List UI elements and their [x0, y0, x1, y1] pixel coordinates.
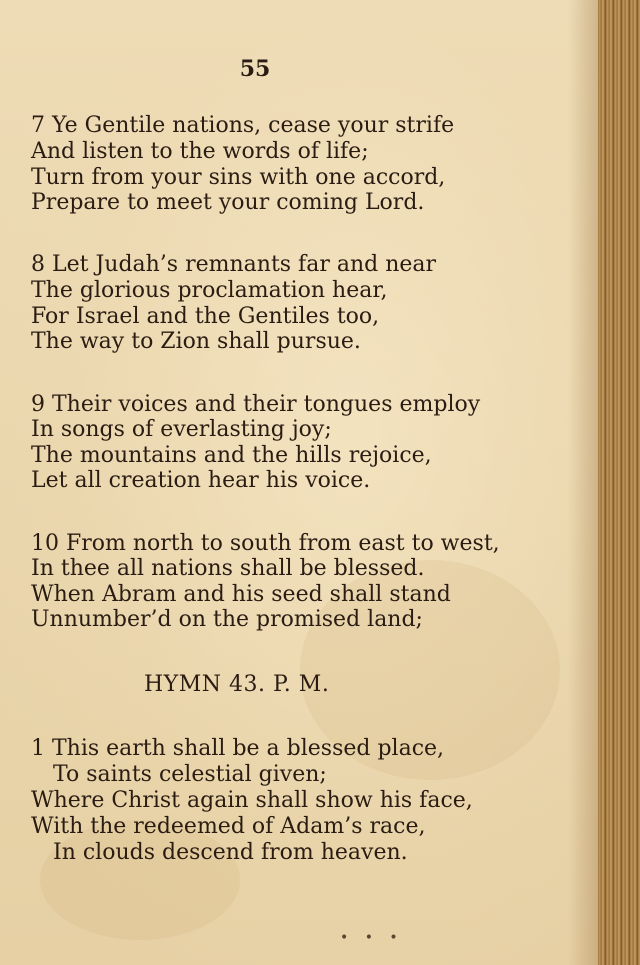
verse-line: In thee all nations shall be blessed.	[31, 556, 425, 581]
verse-line: Turn from your sins with one accord,	[31, 165, 446, 190]
verse-line: And listen to the words of life;	[31, 139, 369, 164]
ornament-dots: • • •	[340, 930, 404, 946]
verse-line: Where Christ again shall show his face,	[31, 788, 473, 813]
verse-line: Let all creation hear his voice.	[31, 468, 371, 493]
verse-line: 8 Let Judah’s remnants far and near	[31, 252, 437, 277]
verse-line: To saints celestial given;	[53, 762, 327, 787]
verse-line: Unnumber’d on the promised land;	[31, 607, 423, 632]
hymn-title: HYMN 43. P. M.	[144, 672, 330, 697]
verse-line: For Israel and the Gentiles too,	[31, 304, 380, 329]
verse-line: When Abram and his seed shall stand	[31, 582, 451, 607]
book-edge	[598, 0, 640, 965]
verse-line: The way to Zion shall pursue.	[31, 329, 361, 354]
verse-line: The glorious proclamation hear,	[31, 278, 388, 303]
verse-line: 10 From north to south from east to west,	[31, 531, 500, 556]
verse-line: 1 This earth shall be a blessed place,	[31, 736, 445, 761]
verse-line: The mountains and the hills rejoice,	[31, 443, 432, 468]
verse-line: In clouds descend from heaven.	[53, 840, 408, 865]
page-number: 55	[239, 56, 271, 82]
verse-line: In songs of everlasting joy;	[31, 417, 332, 442]
verse-line: With the redeemed of Adam’s race,	[31, 814, 426, 839]
verse-line: 9 Their voices and their tongues employ	[31, 392, 481, 417]
verse-line: Prepare to meet your coming Lord.	[31, 190, 425, 215]
verse-line: 7 Ye Gentile nations, cease your strife	[31, 113, 455, 138]
page-gutter-shadow	[568, 0, 598, 965]
